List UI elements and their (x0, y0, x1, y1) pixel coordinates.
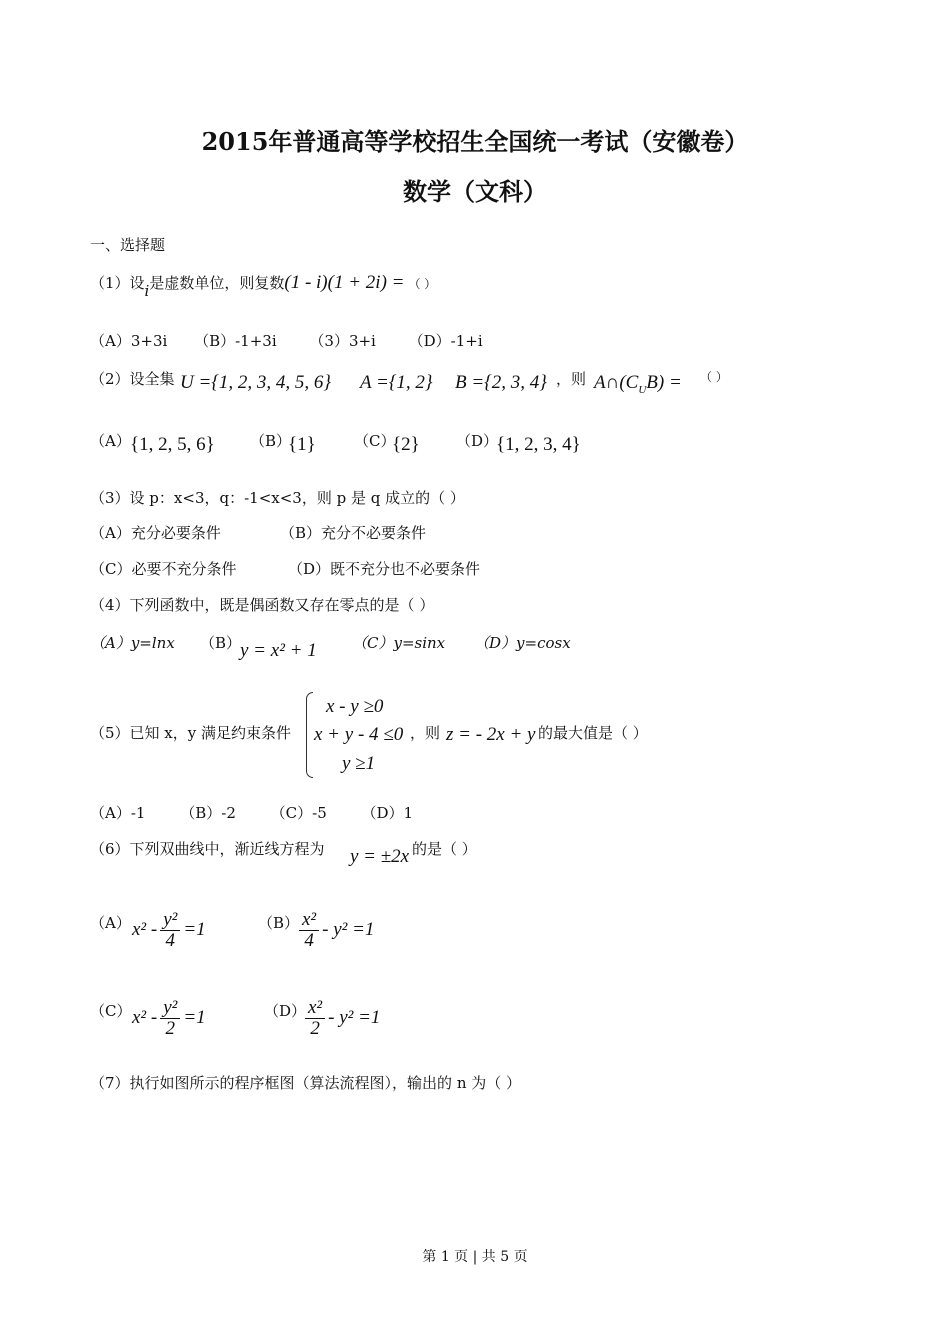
q1-mid: 是虚数单位，则复数 (149, 274, 285, 292)
denominator: 2 (165, 1018, 176, 1039)
q1-i: i (144, 282, 150, 300)
q2-stem: （2）设全集 (90, 370, 175, 388)
denominator: 4 (304, 930, 314, 951)
q2-expr-sub: U (638, 383, 647, 396)
constraint-brace (306, 692, 313, 778)
q6-opt-b-frac (299, 910, 319, 951)
q5-option-c: （C）-5 (270, 804, 327, 822)
q5-constraint-2: x + y - 4 ≤0 (314, 724, 404, 745)
page-footer: 第 1 页 | 共 5 页 (422, 1249, 528, 1265)
section-heading: 一、选择题 (90, 236, 166, 254)
q6-opt-a-expr (132, 910, 206, 951)
q6-opt-a-frac (160, 910, 180, 951)
q5-option-b: （B）-2 (180, 804, 236, 822)
q4-option-b-label: （B） (200, 634, 242, 652)
q6-opt-a-pre: x² - (132, 918, 158, 940)
exam-title: 2015年普通高等学校招生全国统一考试（安徽卷） (201, 127, 749, 156)
q2-then: ，则 (556, 370, 587, 388)
q1-stem-text: （1）设 (90, 274, 145, 292)
q5-option-a: （A）-1 (90, 804, 146, 822)
q1-stem (90, 272, 437, 300)
denominator: 2 (310, 1018, 320, 1039)
numerator: y² (160, 998, 180, 1019)
q2-expr-b: B) = (646, 372, 682, 393)
q6-stem: （6）下列双曲线中，渐近线方程为 (90, 840, 325, 858)
q1-option-c: （3）3+i (309, 332, 376, 350)
q2-paren: （ ） (700, 370, 728, 384)
q1-paren: （ ） (408, 277, 437, 291)
q3-option-a: （A）充分必要条件 (90, 524, 221, 542)
q6-opt-d-label: （D） (264, 1002, 307, 1020)
q6-opt-b-expr (296, 910, 374, 951)
q1-option-a: （A）3+3i (90, 332, 168, 350)
q1-expr: (1 - i)(1 + 2i) = (284, 272, 405, 293)
q7-stem: （7）执行如图所示的程序框图（算法流程图），输出的 n 为（ ） (90, 1074, 522, 1092)
q5-constraint-3: y ≥1 (342, 753, 376, 774)
numerator: x² (305, 998, 325, 1019)
q6-opt-d-post: - y² =1 (328, 1006, 381, 1028)
q2-set-u: U ={1, 2, 3, 4, 5, 6} (180, 372, 331, 393)
q6-opt-c-frac (160, 998, 180, 1039)
q6-tail: 的是（ ） (412, 840, 477, 858)
q6-expr: y = ±2x (350, 846, 410, 867)
q2-opt-c-set: {2} (392, 434, 420, 455)
q6-opt-c-expr (132, 998, 206, 1039)
q6-opt-d-expr (302, 998, 380, 1039)
q5-then: ，则 (410, 724, 441, 742)
q5-expr: z = - 2x + y (446, 724, 536, 745)
numerator: x² (299, 910, 319, 931)
denominator: 4 (165, 930, 176, 951)
q5-option-d: （D）1 (361, 804, 414, 822)
q5-stem: （5）已知 x，y 满足约束条件 (90, 724, 292, 742)
q6-opt-b-label: （B） (258, 914, 300, 932)
q5-constraint-1: x - y ≥0 (326, 696, 384, 717)
q6-opt-b-post: - y² =1 (322, 918, 375, 940)
q2-expr-a: A∩(C (594, 372, 639, 393)
q6-opt-a-label: （A） (90, 914, 131, 932)
q2-opt-d-label: （D） (456, 432, 499, 450)
q3-option-b: （B）充分不必要条件 (280, 524, 427, 542)
q2-set-a: A ={1, 2} (360, 372, 433, 393)
q3-option-c: （C）必要不充分条件 (90, 560, 237, 578)
q6-opt-c-label: （C） (90, 1002, 132, 1020)
numerator: y² (160, 910, 180, 931)
q2-opt-b-set: {1} (288, 434, 316, 455)
q1-option-d: （D）-1+i (408, 332, 483, 350)
q6-opt-a-post: =1 (183, 918, 206, 940)
q2-opt-a-label: （A） (90, 432, 131, 450)
q2-opt-a-set: {1, 2, 5, 6} (130, 434, 215, 455)
q2-opt-d-set: {1, 2, 3, 4} (496, 434, 581, 455)
q4-option-b-expr: y = x² + 1 (240, 640, 317, 661)
q5-tail: 的最大值是（ ） (538, 724, 648, 742)
q4-option-a: （A）y=lnx (90, 634, 175, 652)
q2-expr (594, 372, 682, 396)
q6-opt-c-pre: x² - (132, 1006, 158, 1028)
q5-options (90, 802, 413, 823)
q3-stem: （3）设 p：x<3，q：-1<x<3，则 p 是 q 成立的（ ） (90, 489, 465, 507)
q2-set-b: B ={2, 3, 4} (455, 372, 547, 393)
q6-opt-c-post: =1 (183, 1006, 206, 1028)
q4-option-d: （D）y=cosx (474, 634, 571, 652)
q6-opt-d-frac (305, 998, 325, 1039)
exam-subtitle: 数学（文科） (403, 177, 547, 206)
q2-opt-b-label: （B） (250, 432, 292, 450)
q4-stem: （4）下列函数中，既是偶函数又存在零点的是（ ） (90, 596, 435, 614)
q1-options (90, 330, 483, 351)
q4-option-c: （C）y=sinx (352, 634, 446, 652)
q2-opt-c-label: （C） (354, 432, 396, 450)
q1-option-b: （B）-1+3i (194, 332, 277, 350)
q3-option-d: （D）既不充分也不必要条件 (288, 560, 481, 578)
